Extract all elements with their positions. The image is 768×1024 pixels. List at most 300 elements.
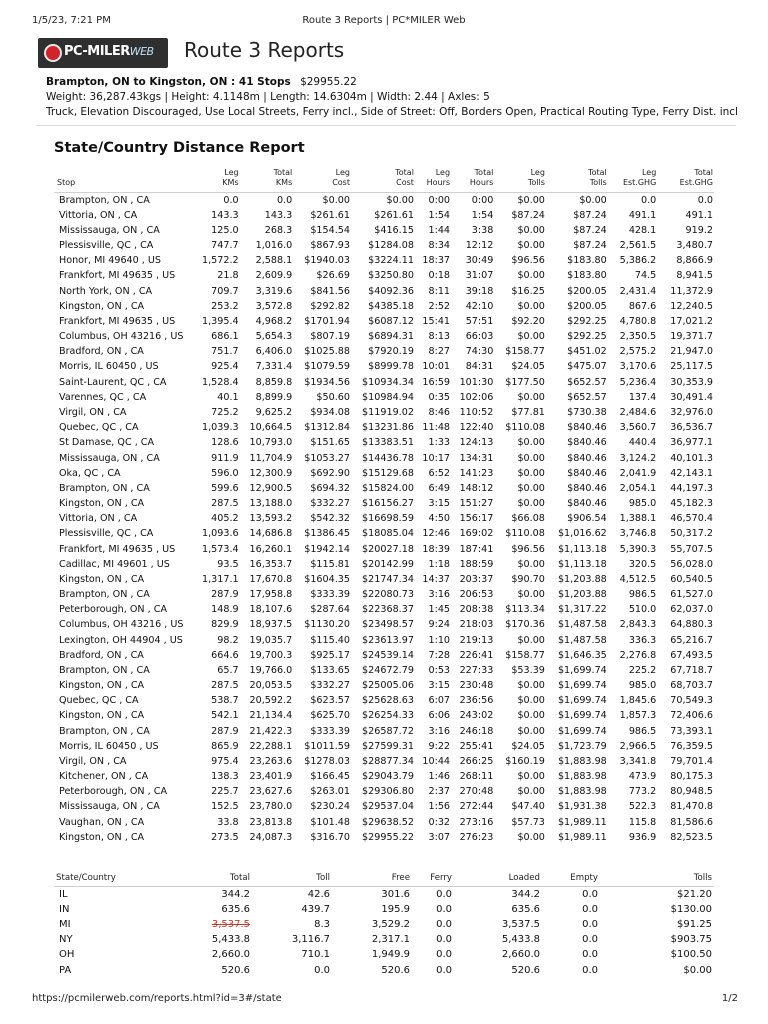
- cell-total-cost: $25628.63: [362, 695, 414, 707]
- col-loaded[interactable]: Loaded: [508, 873, 540, 883]
- col-stop[interactable]: Stop: [57, 178, 76, 187]
- cell-total-cost: $416.15: [374, 224, 414, 236]
- table-row: [54, 208, 714, 223]
- cell-total-kms: 5,654.3: [255, 331, 293, 343]
- table-row: [54, 724, 714, 739]
- cell-total-hours: 66:03: [465, 331, 494, 343]
- print-doc-title: Route 3 Reports | PC*MILER Web: [302, 15, 466, 26]
- cell-leg-kms: 1,093.6: [202, 528, 239, 540]
- cell-leg-ghg: 3,341.8: [619, 755, 657, 767]
- cell-stop: Kingston, ON , CA: [59, 573, 145, 585]
- stops-table: [54, 168, 714, 845]
- cell-loaded: 3,537.5: [501, 918, 540, 930]
- cell-leg-ghg: 5,386.2: [619, 255, 657, 267]
- cell-total-cost: $23613.97: [362, 634, 414, 646]
- cell-total-kms: 4,968.2: [255, 315, 293, 327]
- cell-total-hours: 12:12: [465, 240, 494, 252]
- cell-leg-hours: 11:48: [422, 422, 451, 434]
- cell-total-cost: $29638.52: [362, 816, 414, 828]
- cell-total-cost: $261.61: [374, 209, 414, 221]
- table-row: [54, 405, 714, 420]
- cell-total-ghg: 68,703.7: [670, 680, 713, 692]
- col-leg-kms[interactable]: Leg KMs: [222, 168, 239, 187]
- cell-total-tolls: $1,317.22: [557, 604, 607, 616]
- cell-total-cost: $10934.34: [362, 376, 414, 388]
- cell-leg-ghg: 1,388.1: [619, 513, 657, 525]
- cell-leg-kms: 725.2: [211, 406, 239, 418]
- cell-total-ghg: 36,977.1: [670, 437, 713, 449]
- cell-stop: Brampton, ON , CA: [59, 194, 150, 206]
- table-row: [54, 784, 714, 799]
- cell-leg-hours: 12:46: [422, 528, 451, 540]
- cell-total-ghg: 19,371.7: [670, 331, 713, 343]
- cell-total-cost: $3250.80: [368, 270, 414, 282]
- cell-total-tolls: $1,699.74: [557, 710, 607, 722]
- cell-leg-kms: 1,039.3: [202, 422, 239, 434]
- col-leg-hours[interactable]: Leg Hours: [426, 168, 451, 187]
- cell-leg-cost: $1940.03: [304, 255, 350, 267]
- cell-stop: Kingston, ON , CA: [59, 831, 145, 843]
- cell-leg-cost: $261.61: [310, 209, 350, 221]
- cell-leg-cost: $287.64: [310, 604, 350, 616]
- cell-leg-cost: $623.57: [310, 695, 350, 707]
- cell-stop: Oka, QC , CA: [59, 467, 121, 479]
- cell-leg-cost: $1079.59: [304, 361, 350, 373]
- cell-leg-hours: 1:54: [428, 209, 451, 221]
- cell-total-ghg: 81,470.8: [670, 801, 713, 813]
- state-summary-table: [54, 873, 714, 978]
- cell-leg-tolls: $77.81: [511, 406, 545, 418]
- cell-total-tolls: $1,699.74: [557, 725, 607, 737]
- stops-table-header: [54, 168, 714, 193]
- cell-stop: Vaughan, ON , CA: [59, 816, 145, 828]
- cell-leg-cost: $1011.59: [304, 740, 350, 752]
- cell-leg-cost: $333.39: [310, 725, 350, 737]
- cell-total-tolls: $840.46: [567, 422, 607, 434]
- cell-leg-hours: 6:52: [428, 467, 451, 479]
- cell-total-tolls: $183.80: [567, 255, 607, 267]
- col-total-kms[interactable]: Total KMs: [273, 168, 293, 187]
- cell-total-ghg: 50,317.2: [670, 528, 713, 540]
- cell-total-ghg: 44,197.3: [670, 482, 713, 494]
- table-row: [54, 223, 714, 238]
- cell-leg-ghg: 320.5: [628, 558, 657, 570]
- cell-leg-tolls: $0.00: [517, 710, 545, 722]
- table-row: [54, 420, 714, 435]
- cell-leg-cost: $925.17: [310, 649, 350, 661]
- cell-total-ghg: 21,947.0: [670, 346, 713, 358]
- table-row: [54, 344, 714, 359]
- cell-leg-kms: 709.7: [211, 285, 239, 297]
- cell-total-tolls: $1,203.88: [557, 589, 607, 601]
- cell-leg-tolls: $0.00: [517, 725, 545, 737]
- cell-total-kms: 18,107.6: [249, 604, 293, 616]
- route-name: Brampton, ON to Kingston, ON : 41 Stops: [46, 76, 291, 88]
- cell-total-ghg: 32,976.0: [670, 406, 713, 418]
- cell-stop: Quebec, QC , CA: [59, 695, 139, 707]
- cell-leg-ghg: 2,484.6: [619, 406, 657, 418]
- cell-total-hours: 148:12: [459, 482, 494, 494]
- cell-leg-tolls: $57.73: [511, 816, 545, 828]
- cell-leg-tolls: $0.00: [517, 771, 545, 783]
- cell-leg-tolls: $96.56: [511, 543, 545, 555]
- cell-total-cost: $15129.68: [362, 467, 414, 479]
- cell-total-tolls: $840.46: [567, 467, 607, 479]
- cell-leg-kms: 40.1: [217, 391, 239, 403]
- cell-total-cost: $0.00: [386, 194, 414, 206]
- cell-total-cost: $22080.73: [362, 589, 414, 601]
- cell-leg-hours: 2:37: [428, 786, 451, 798]
- cell-state-country: NY: [59, 934, 73, 946]
- cell-leg-hours: 3:15: [428, 498, 451, 510]
- cell-total-hours: 188:59: [459, 558, 494, 570]
- cell-total-tolls: $1,989.11: [557, 816, 607, 828]
- cell-total-kms: 17,670.8: [249, 573, 293, 585]
- cell-total-ghg: 30,491.4: [670, 391, 713, 403]
- table-row: [54, 902, 714, 917]
- cell-stop: North York, ON , CA: [59, 285, 153, 297]
- print-header: [0, 15, 768, 29]
- cell-leg-tolls: $0.00: [517, 452, 545, 464]
- cell-total-ghg: 11,372.9: [670, 285, 713, 297]
- cell-stop: Frankfort, MI 49635 , US: [59, 270, 176, 282]
- cell-stop: Mississauga, ON , CA: [59, 801, 160, 813]
- table-row: [54, 962, 714, 977]
- cell-total-tolls: $1,883.98: [557, 755, 607, 767]
- cell-leg-cost: $332.27: [310, 498, 350, 510]
- cell-leg-cost: $133.65: [310, 664, 350, 676]
- cell-total-tolls: $1,016.62: [557, 528, 607, 540]
- cell-leg-hours: 15:41: [422, 315, 451, 327]
- cell-leg-hours: 1:46: [428, 771, 451, 783]
- cell-leg-tolls: $0.00: [517, 498, 545, 510]
- cell-total-ghg: 30,353.9: [670, 376, 713, 388]
- cell-total-cost: $16156.27: [362, 498, 414, 510]
- cell-total-kms: 19,700.3: [249, 649, 293, 661]
- cell-total-hours: 230:48: [459, 680, 494, 692]
- cell-leg-ghg: 2,575.2: [619, 346, 657, 358]
- cell-stop: Brampton, ON , CA: [59, 725, 150, 737]
- table-row: [54, 663, 714, 678]
- table-row: [54, 359, 714, 374]
- cell-toll: 0.0: [314, 964, 330, 976]
- table-row: [54, 268, 714, 283]
- cell-total-hours: 272:44: [459, 801, 494, 813]
- cell-total-cost: $10984.94: [362, 391, 414, 403]
- cell-leg-ghg: 473.9: [628, 771, 657, 783]
- cell-total: 3,537.5: [211, 918, 250, 930]
- cell-total-kms: 24,087.3: [249, 831, 293, 843]
- cell-leg-cost: $542.32: [310, 513, 350, 525]
- cell-loaded: 344.2: [511, 888, 540, 900]
- cell-leg-tolls: $0.00: [517, 194, 545, 206]
- cell-leg-cost: $115.81: [310, 558, 350, 570]
- state-summary-header: [54, 873, 714, 887]
- cell-total-tolls: $730.38: [567, 406, 607, 418]
- cell-leg-cost: $1312.84: [304, 422, 350, 434]
- cell-total-tolls: $451.02: [567, 346, 607, 358]
- table-row: [54, 602, 714, 617]
- col-toll[interactable]: Toll: [316, 873, 330, 883]
- cell-total-tolls: $87.24: [573, 224, 607, 236]
- cell-leg-hours: 7:28: [428, 649, 451, 661]
- cell-leg-cost: $151.65: [310, 437, 350, 449]
- cell-state-country: IL: [59, 888, 68, 900]
- pcmiler-logo[interactable]: [38, 38, 168, 68]
- col-leg-ghg[interactable]: Leg Est.GHG: [622, 168, 657, 187]
- cell-leg-hours: 18:37: [422, 255, 451, 267]
- cell-leg-cost: $166.45: [310, 771, 350, 783]
- cell-leg-kms: 975.4: [211, 755, 239, 767]
- table-row: [54, 450, 714, 465]
- cell-total-hours: 3:38: [471, 224, 494, 236]
- cell-ferry: 0.0: [436, 903, 452, 915]
- cell-total-tolls: $840.46: [567, 482, 607, 494]
- cell-leg-tolls: $0.00: [517, 224, 545, 236]
- cell-stop: Lexington, OH 44904 , US: [59, 634, 183, 646]
- cell-total-ghg: 40,101.3: [670, 452, 713, 464]
- col-total[interactable]: Total: [229, 873, 250, 883]
- cell-leg-ghg: 986.5: [628, 589, 657, 601]
- cell-empty: 0.0: [582, 934, 598, 946]
- cell-empty: 0.0: [582, 964, 598, 976]
- cell-leg-cost: $316.70: [310, 831, 350, 843]
- col-total-tolls[interactable]: Total Tolls: [588, 168, 607, 187]
- table-row: [54, 511, 714, 526]
- cell-leg-ghg: 74.5: [634, 270, 657, 282]
- cell-empty: 0.0: [582, 888, 598, 900]
- cell-toll: 42.6: [307, 888, 330, 900]
- cell-leg-hours: 8:13: [428, 331, 451, 343]
- cell-total-tolls: $652.57: [567, 376, 607, 388]
- cell-tolls: $130.00: [670, 903, 712, 915]
- cell-total-kms: 14,686.8: [249, 528, 293, 540]
- cell-stop: Kitchener, ON , CA: [59, 771, 149, 783]
- cell-loaded: 5,433.8: [501, 934, 540, 946]
- cell-total-hours: 276:23: [459, 831, 494, 843]
- cell-total-tolls: $1,883.98: [557, 771, 607, 783]
- cell-leg-ghg: 225.2: [628, 664, 657, 676]
- cell-leg-ghg: 2,843.3: [619, 619, 657, 631]
- cell-total-ghg: 82,523.5: [670, 831, 713, 843]
- cell-leg-kms: 1,528.4: [202, 376, 239, 388]
- table-row: [54, 390, 714, 405]
- cell-loaded: 520.6: [511, 964, 540, 976]
- cell-leg-ghg: 1,845.6: [619, 695, 657, 707]
- cell-stop: Columbus, OH 43216 , US: [59, 331, 184, 343]
- cell-leg-tolls: $0.00: [517, 300, 545, 312]
- cell-leg-tolls: $0.00: [517, 634, 545, 646]
- route-line: [46, 75, 746, 90]
- col-total-cost[interactable]: Total Cost: [395, 168, 414, 187]
- cell-leg-kms: 751.7: [211, 346, 239, 358]
- cell-total-cost: $29043.79: [362, 771, 414, 783]
- cell-leg-kms: 1,317.1: [202, 573, 239, 585]
- cell-total-ghg: 61,527.0: [670, 589, 713, 601]
- cell-total-kms: 20,053.5: [249, 680, 293, 692]
- cell-total-hours: 246:18: [459, 725, 494, 737]
- cell-total-ghg: 491.1: [685, 209, 713, 221]
- cell-leg-tolls: $87.24: [511, 209, 545, 221]
- cell-total-cost: $11919.02: [362, 406, 414, 418]
- cell-total-kms: 23,401.9: [249, 771, 293, 783]
- cell-total-cost: $7920.19: [368, 346, 414, 358]
- cell-total-kms: 1,016.0: [255, 240, 293, 252]
- cell-leg-hours: 0:18: [428, 270, 451, 282]
- cell-total-kms: 13,593.2: [249, 513, 293, 525]
- col-leg-tolls[interactable]: Leg Tolls: [527, 168, 545, 187]
- cell-total-tolls: $906.54: [567, 513, 607, 525]
- cell-stop: Peterborough, ON , CA: [59, 786, 168, 798]
- cell-stop: Kingston, ON , CA: [59, 300, 145, 312]
- cell-total-tolls: $1,989.11: [557, 831, 607, 843]
- cell-stop: Bradford, ON , CA: [59, 346, 144, 358]
- cell-leg-ghg: 510.0: [628, 604, 657, 616]
- cell-leg-cost: $1604.35: [304, 573, 350, 585]
- cell-total-ghg: 81,586.6: [670, 816, 713, 828]
- cell-total-tolls: $200.05: [567, 300, 607, 312]
- cell-total-cost: $15824.00: [362, 482, 414, 494]
- cell-leg-hours: 0:32: [428, 816, 451, 828]
- cell-total-hours: 31:07: [465, 270, 494, 282]
- cell-leg-kms: 542.1: [211, 710, 239, 722]
- cell-total-hours: 156:17: [459, 513, 494, 525]
- cell-leg-ghg: 3,170.6: [619, 361, 657, 373]
- logo-wordmark: PC-MILERWEB: [64, 44, 154, 59]
- cell-leg-tolls: $0.00: [517, 695, 545, 707]
- cell-leg-tolls: $0.00: [517, 240, 545, 252]
- cell-leg-tolls: $0.00: [517, 331, 545, 343]
- cell-total-cost: $16698.59: [362, 513, 414, 525]
- cell-leg-cost: $115.40: [310, 634, 350, 646]
- cell-leg-kms: 1,573.4: [202, 543, 239, 555]
- col-state-country[interactable]: State/Country: [56, 873, 116, 883]
- cell-total-hours: 270:48: [459, 786, 494, 798]
- table-row: [54, 754, 714, 769]
- table-row: [54, 435, 714, 450]
- col-ferry[interactable]: Ferry: [430, 873, 452, 883]
- cell-total-cost: $8999.78: [368, 361, 414, 373]
- cell-stop: Vittoria, ON , CA: [59, 209, 138, 221]
- cell-total-tolls: $292.25: [567, 315, 607, 327]
- cell-leg-ghg: 2,966.5: [619, 740, 657, 752]
- cell-leg-cost: $1053.27: [304, 452, 350, 464]
- cell-leg-hours: 6:49: [428, 482, 451, 494]
- cell-leg-kms: 273.5: [211, 831, 239, 843]
- cell-total-tolls: $1,931.38: [557, 801, 607, 813]
- cell-leg-hours: 14:37: [422, 573, 451, 585]
- cell-leg-kms: 21.8: [217, 270, 239, 282]
- cell-leg-kms: 405.2: [211, 513, 239, 525]
- table-row: [54, 739, 714, 754]
- route-options: Truck, Elevation Discouraged, Use Local Streets, Ferry incl., Side of Street: Off, Borders Open, Practical Routing Type, Ferry Dist. incl: [46, 106, 738, 118]
- cell-total-cost: $18085.04: [362, 528, 414, 540]
- cell-total-kms: 17,958.8: [249, 589, 293, 601]
- cell-total-kms: 16,353.7: [249, 558, 293, 570]
- table-row: [54, 830, 714, 845]
- cell-leg-cost: $230.24: [310, 801, 350, 813]
- cell-total-hours: 255:41: [459, 740, 494, 752]
- table-row: [54, 193, 714, 208]
- cell-stop: St Damase, QC , CA: [59, 437, 155, 449]
- cell-leg-tolls: $110.08: [505, 528, 545, 540]
- col-empty[interactable]: Empty: [570, 873, 598, 883]
- cell-leg-kms: 287.5: [211, 498, 239, 510]
- cell-leg-kms: 596.0: [211, 467, 239, 479]
- cell-leg-hours: 10:44: [422, 755, 451, 767]
- cell-total-cost: $26587.72: [362, 725, 414, 737]
- cell-total-kms: 3,319.6: [255, 285, 293, 297]
- cell-leg-hours: 3:16: [428, 589, 451, 601]
- cell-stop: Morris, IL 60450 , US: [59, 740, 159, 752]
- cell-free: 520.6: [381, 964, 410, 976]
- cell-total-hours: 39:18: [465, 285, 494, 297]
- cell-leg-cost: $625.70: [310, 710, 350, 722]
- cell-leg-kms: 125.0: [211, 224, 239, 236]
- cell-total: 520.6: [221, 964, 250, 976]
- cell-leg-ghg: 2,054.1: [619, 482, 657, 494]
- cell-stop: Kingston, ON , CA: [59, 680, 145, 692]
- cell-leg-kms: 33.8: [217, 816, 239, 828]
- cell-leg-cost: $1386.45: [304, 528, 350, 540]
- cell-total-cost: $4092.36: [368, 285, 414, 297]
- cell-total-ghg: 80,175.3: [670, 771, 713, 783]
- col-leg-cost[interactable]: Leg Cost: [332, 168, 350, 187]
- cell-total-hours: 208:38: [459, 604, 494, 616]
- cell-total-hours: 42:10: [465, 300, 494, 312]
- cell-total-cost: $22368.37: [362, 604, 414, 616]
- cell-total-hours: 273:16: [459, 816, 494, 828]
- cell-total-tolls: $652.57: [567, 391, 607, 403]
- cell-leg-kms: 911.9: [211, 452, 239, 464]
- cell-total-cost: $26254.33: [362, 710, 414, 722]
- cell-leg-tolls: $0.00: [517, 786, 545, 798]
- table-row: [54, 678, 714, 693]
- cell-total-tolls: $1,699.74: [557, 680, 607, 692]
- cell-total-tolls: $840.46: [567, 437, 607, 449]
- table-row: [54, 572, 714, 587]
- cell-leg-hours: 8:46: [428, 406, 451, 418]
- cell-total-cost: $29537.04: [362, 801, 414, 813]
- cell-tolls: $100.50: [670, 949, 712, 961]
- cell-leg-kms: 0.0: [223, 194, 239, 206]
- cell-total-ghg: 73,393.1: [670, 725, 713, 737]
- cell-leg-kms: 1,572.2: [202, 255, 239, 267]
- cell-free: 3,529.2: [371, 918, 410, 930]
- table-row: [54, 299, 714, 314]
- col-free[interactable]: Free: [391, 873, 410, 883]
- cell-total-cost: $27599.31: [362, 740, 414, 752]
- table-row: [54, 238, 714, 253]
- cell-total-cost: $28877.34: [362, 755, 414, 767]
- cell-toll: 439.7: [301, 903, 330, 915]
- table-row: [54, 632, 714, 647]
- col-total-ghg[interactable]: Total Est.GHG: [679, 168, 713, 187]
- cell-total-kms: 21,134.4: [249, 710, 293, 722]
- cell-total-kms: 23,780.0: [249, 801, 293, 813]
- cell-state-country: IN: [59, 903, 70, 915]
- cell-leg-ghg: 3,746.8: [619, 528, 657, 540]
- cell-total-ghg: 65,216.7: [670, 634, 713, 646]
- cell-free: 195.9: [381, 903, 410, 915]
- col-total-hours[interactable]: Total Hours: [469, 168, 494, 187]
- cell-stop: Mississauga, ON , CA: [59, 224, 160, 236]
- table-row: [54, 815, 714, 830]
- col-tolls[interactable]: Tolls: [693, 873, 712, 883]
- cell-total-hours: 74:30: [465, 346, 494, 358]
- cell-total-kms: 10,664.5: [249, 422, 293, 434]
- cell-total-kms: 2,588.1: [255, 255, 293, 267]
